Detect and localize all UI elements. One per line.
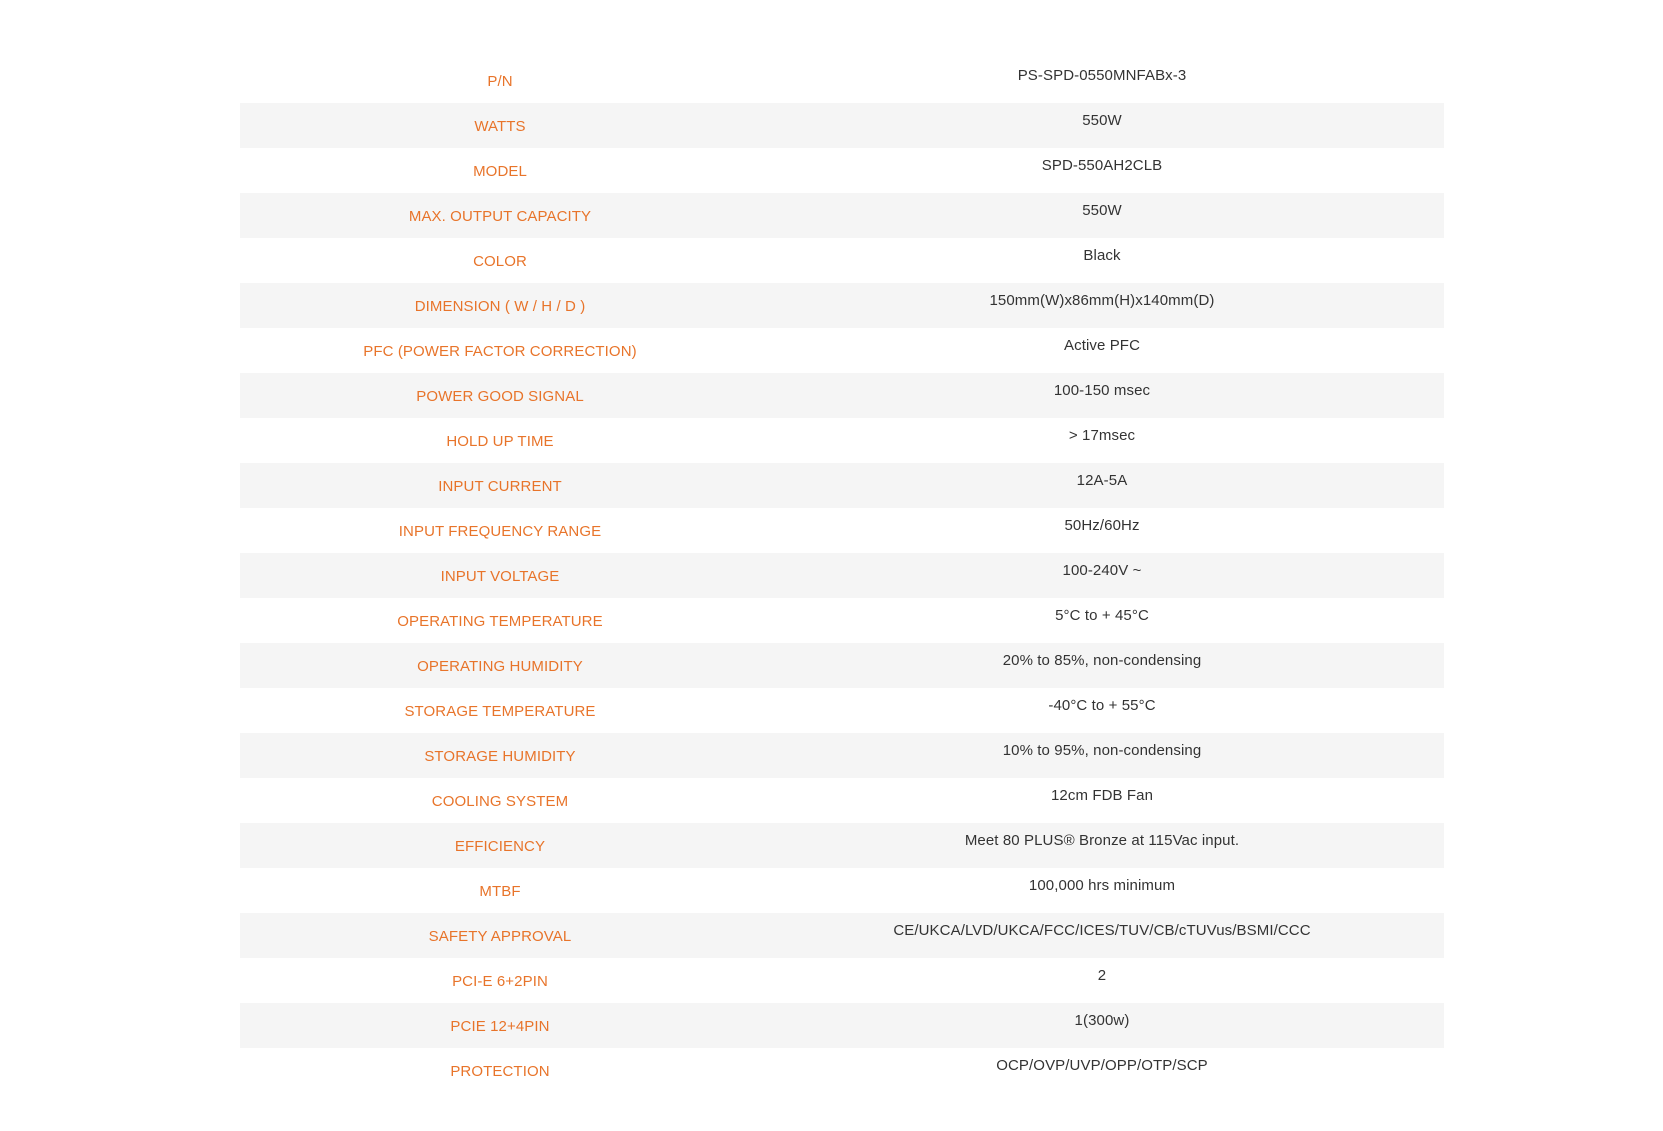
spec-row-input-current xyxy=(240,463,1444,508)
spec-label: POWER GOOD SIGNAL xyxy=(416,388,584,405)
spec-label: INPUT FREQUENCY RANGE xyxy=(398,523,602,540)
spec-value: OCP/OVP/UVP/OPP/OTP/SCP xyxy=(996,1057,1208,1074)
spec-label: OPERATING HUMIDITY xyxy=(417,658,583,675)
spec-label: COOLING SYSTEM xyxy=(431,793,569,810)
spec-row-max-output xyxy=(240,193,1444,238)
spec-value: 50Hz/60Hz xyxy=(1064,517,1140,534)
spec-value: 5°C to + 45°C xyxy=(1055,607,1149,624)
spec-row-storage-temperature xyxy=(240,688,1444,733)
spec-row-input-voltage xyxy=(240,553,1444,598)
spec-row-power-good-signal xyxy=(240,373,1444,418)
spec-row-efficiency xyxy=(240,823,1444,868)
spec-value: CE/UKCA/LVD/UKCA/FCC/ICES/TUV/CB/cTUVus/BSMI/CCC xyxy=(893,922,1311,939)
spec-row-mtbf xyxy=(240,868,1444,913)
spec-label: OPERATING TEMPERATURE xyxy=(397,613,603,630)
spec-row-safety-approval xyxy=(240,913,1444,958)
spec-label: STORAGE HUMIDITY xyxy=(424,748,576,765)
spec-value: Active PFC xyxy=(1063,337,1140,354)
spec-value: Meet 80 PLUS® Bronze at 115Vac input. xyxy=(964,832,1240,849)
spec-value: PS-SPD-0550MNFABx-3 xyxy=(1017,67,1187,84)
spec-value: 12A-5A xyxy=(1076,472,1128,489)
spec-row-model xyxy=(240,148,1444,193)
spec-value: 150mm(W)x86mm(H)x140mm(D) xyxy=(989,292,1215,309)
spec-label: MTBF xyxy=(479,883,521,900)
spec-value: 20% to 85%, non-condensing xyxy=(1002,652,1202,669)
spec-label: EFFICIENCY xyxy=(454,838,546,855)
spec-value: SPD-550AH2CLB xyxy=(1041,157,1163,174)
spec-value: Black xyxy=(1083,247,1121,264)
spec-label: MODEL xyxy=(473,163,527,180)
spec-row-protection xyxy=(240,1048,1444,1093)
spec-label: WATTS xyxy=(474,118,526,135)
spec-value: 1(300w) xyxy=(1074,1012,1130,1029)
spec-row-color xyxy=(240,238,1444,283)
spec-label: INPUT CURRENT xyxy=(438,478,562,495)
spec-label: STORAGE TEMPERATURE xyxy=(404,703,596,720)
spec-value: 2 xyxy=(1097,967,1107,984)
spec-label: MAX. OUTPUT CAPACITY xyxy=(408,208,592,225)
spec-row-operating-temperature xyxy=(240,598,1444,643)
spec-row-pcie-12-4pin xyxy=(240,1003,1444,1048)
spec-row-input-frequency xyxy=(240,508,1444,553)
spec-value: 100,000 hrs minimum xyxy=(1028,877,1176,894)
spec-label: PCI-E 6+2PIN xyxy=(452,973,548,990)
spec-label: HOLD UP TIME xyxy=(446,433,554,450)
spec-row-storage-humidity xyxy=(240,733,1444,778)
spec-value: 100-150 msec xyxy=(1053,382,1151,399)
spec-value: -40°C to + 55°C xyxy=(1048,697,1156,714)
spec-label: P/N xyxy=(487,73,513,90)
spec-value: 10% to 95%, non-condensing xyxy=(1002,742,1202,759)
spec-label: PCIE 12+4PIN xyxy=(450,1018,550,1035)
spec-label: COLOR xyxy=(473,253,527,270)
spec-value: 100-240V ~ xyxy=(1062,562,1142,579)
spec-label: SAFETY APPROVAL xyxy=(428,928,572,945)
spec-row-watts xyxy=(240,103,1444,148)
spec-label: PROTECTION xyxy=(450,1063,550,1080)
spec-label: INPUT VOLTAGE xyxy=(440,568,560,585)
spec-label: DIMENSION ( W / H / D ) xyxy=(414,298,586,315)
spec-row-dimension xyxy=(240,283,1444,328)
spec-row-operating-humidity xyxy=(240,643,1444,688)
spec-table xyxy=(240,58,1444,1093)
spec-value: 550W xyxy=(1082,112,1122,129)
spec-label: PFC (POWER FACTOR CORRECTION) xyxy=(363,343,637,360)
spec-value: 12cm FDB Fan xyxy=(1050,787,1154,804)
spec-value: > 17msec xyxy=(1068,427,1136,444)
spec-row-pcie-6-2pin xyxy=(240,958,1444,1003)
spec-row-pn xyxy=(240,58,1444,103)
spec-row-pfc xyxy=(240,328,1444,373)
spec-row-cooling-system xyxy=(240,778,1444,823)
spec-row-hold-up-time xyxy=(240,418,1444,463)
spec-value: 550W xyxy=(1082,202,1122,219)
